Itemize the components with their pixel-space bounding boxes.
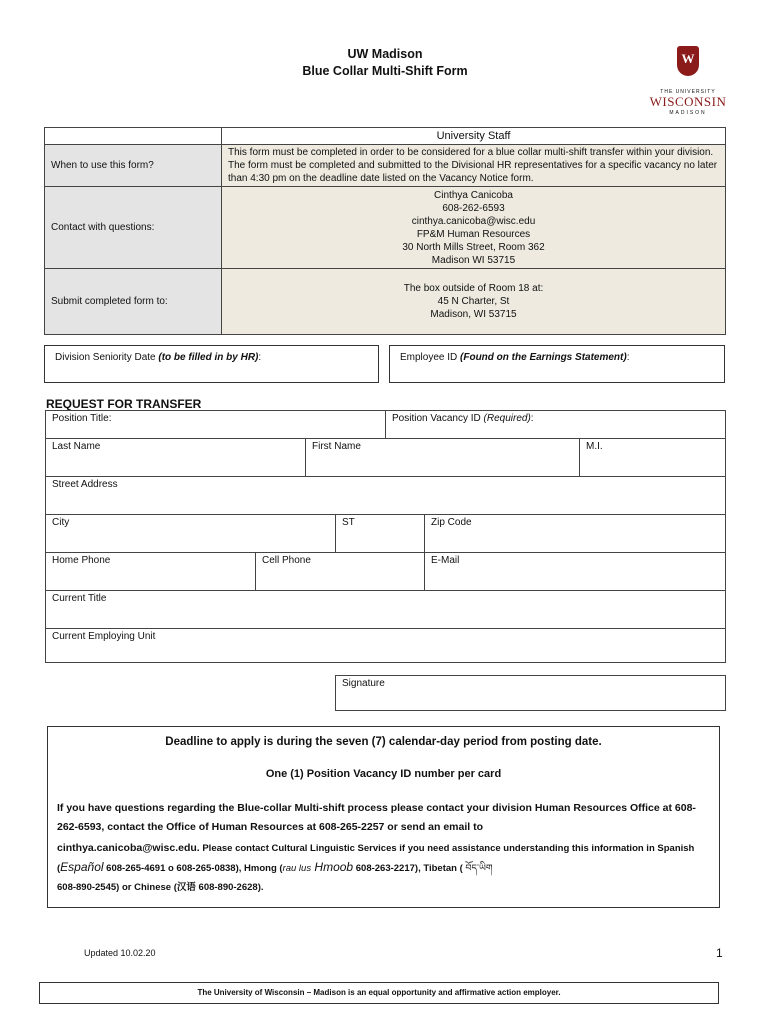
submit-label: Submit completed form to: bbox=[45, 269, 222, 335]
zip-field[interactable]: Zip Code bbox=[424, 514, 726, 553]
when-value: This form must be completed in order to be considered for a blue collar multi-shift transfer within your division. The form must be completed and submitted to the Divisional HR representatives for a specific vacancy no later than 4:30 pm on the deadline date listed on the Vacancy Notice form. bbox=[222, 145, 726, 187]
submit-value: The box outside of Room 18 at: 45 N Charter, St Madison, WI 53715 bbox=[222, 269, 726, 335]
deadline-line: Deadline to apply is during the seven (7) calendar-day period from posting date. bbox=[165, 736, 602, 748]
cell-phone-field[interactable]: Cell Phone bbox=[255, 552, 425, 591]
info-header: University Staff bbox=[222, 128, 726, 145]
signature-field[interactable]: Signature bbox=[335, 675, 726, 711]
home-phone-field[interactable]: Home Phone bbox=[45, 552, 256, 591]
form-title: Blue Collar Multi-Shift Form bbox=[302, 64, 468, 78]
info-table bbox=[44, 127, 726, 335]
first-name-field[interactable]: First Name bbox=[305, 438, 580, 477]
current-title-field[interactable]: Current Title bbox=[45, 590, 726, 629]
info-header-blank bbox=[45, 128, 222, 145]
street-address-field[interactable]: Street Address bbox=[45, 476, 726, 515]
deadline-box bbox=[47, 726, 720, 908]
vacancy-note: One (1) Position Vacancy ID number per card bbox=[265, 768, 502, 780]
request-heading: REQUEST FOR TRANSFER bbox=[46, 397, 202, 411]
city-field[interactable]: City bbox=[45, 514, 336, 553]
when-label: When to use this form? bbox=[45, 145, 222, 187]
contact-label: Contact with questions: bbox=[45, 187, 222, 269]
last-name-field[interactable]: Last Name bbox=[45, 438, 306, 477]
contact-value: Cinthya Canicoba 608-262-6593 cinthya.canicoba@wisc.edu FP&M Human Resources 30 North Mills Street, Room 362 Madison WI 53715 bbox=[222, 187, 726, 269]
eeo-footer: The University of Wisconsin – Madison is an equal opportunity and affirmative action employer. bbox=[39, 982, 719, 1004]
updated-date: Updated 10.02.20 bbox=[84, 948, 156, 958]
employee-id-field[interactable]: Employee ID (Found on the Earnings Statement): bbox=[389, 345, 725, 383]
mi-field[interactable]: M.I. bbox=[579, 438, 726, 477]
crest-icon: W bbox=[677, 46, 699, 76]
position-title-field[interactable]: Position Title: bbox=[45, 410, 386, 439]
seniority-date-field[interactable]: Division Seniority Date (to be filled in by HR): bbox=[44, 345, 379, 383]
current-unit-field[interactable]: Current Employing Unit bbox=[45, 628, 726, 663]
questions-paragraph: If you have questions regarding the Blue-collar Multi-shift process please contact your division Human Resources Office at 608-262-6593, contact the Office of Human Resources at 608-265-2257 or send an email to bbox=[57, 802, 696, 833]
position-vacancy-field[interactable]: Position Vacancy ID (Required): bbox=[385, 410, 726, 439]
page-number: 1 bbox=[716, 946, 723, 960]
form-org-title: UW Madison bbox=[347, 47, 423, 61]
uw-logo: W THE UNIVERSITY WISCONSIN MADISON bbox=[648, 46, 728, 120]
language-paragraph: cinthya.canicoba@wisc.edu. Please contact Cultural Linguistic Services if you need assistance understanding this information in Spanish (Español 608-265-4691 o 608-265-0838), Hmong (rau lus Hmoob 608-263-2217), Tibetan ( བོད་ཡིག 608-890-2545) or Chinese (汉语 608-890-2628). bbox=[57, 842, 695, 893]
state-field[interactable]: ST bbox=[335, 514, 425, 553]
email-field[interactable]: E-Mail bbox=[424, 552, 726, 591]
